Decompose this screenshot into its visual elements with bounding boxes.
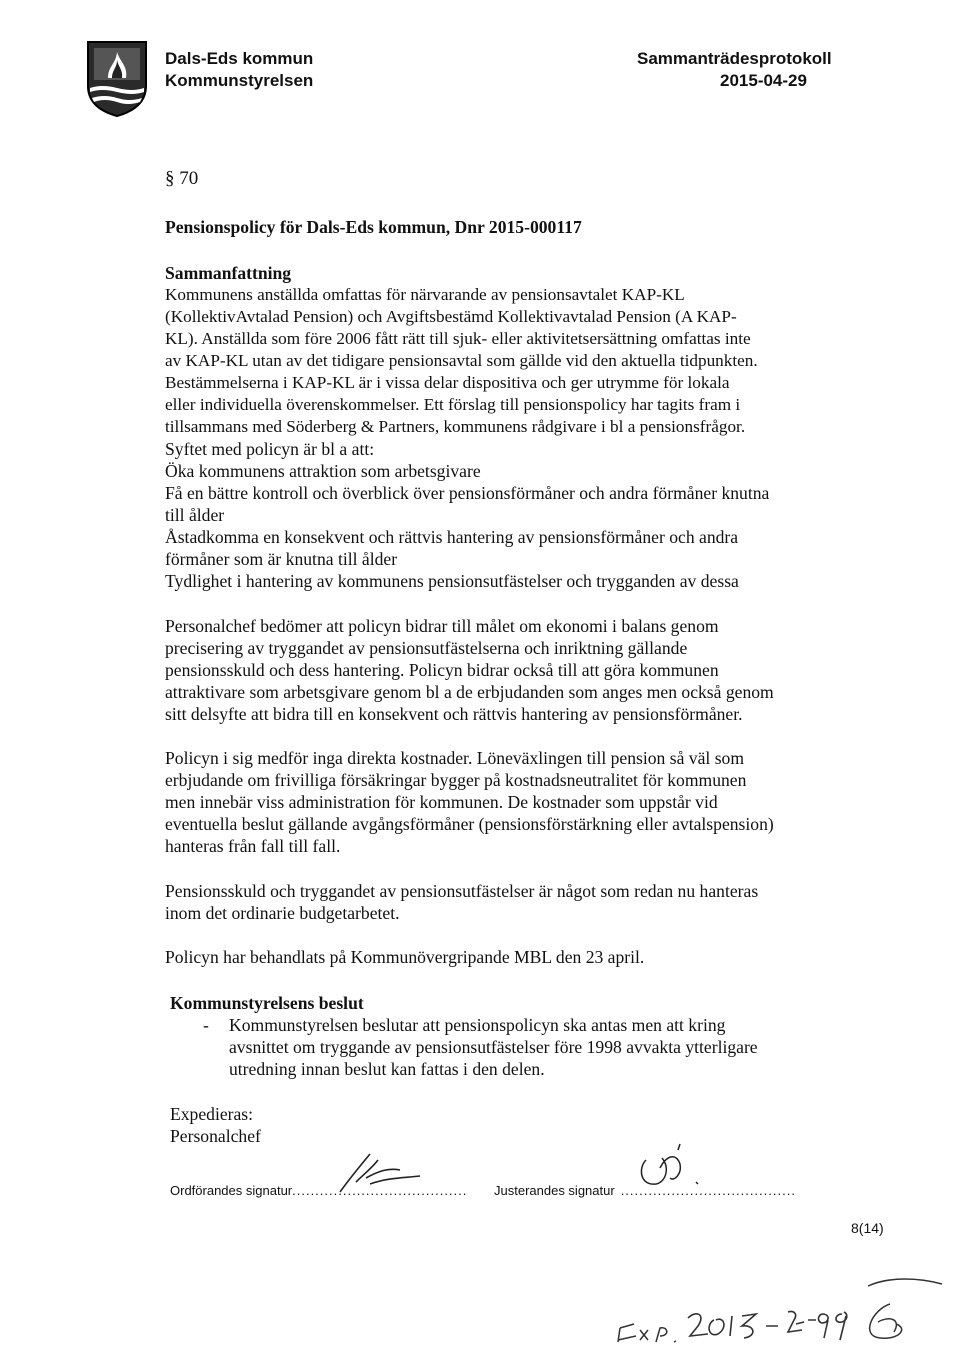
- chair-signature-label: Ordförandes signatur: [170, 1183, 293, 1198]
- purpose-line: Tydlighet i hantering av kommunens pensionsutfästelser och trygganden av dessa: [165, 571, 739, 591]
- dispatch-label: Expedieras:: [170, 1104, 254, 1124]
- purpose-line: Åstadkomma en konsekvent och rättvis hantering av pensionsförmåner och andra: [165, 527, 739, 547]
- summary-line: Bestämmelserna i KAP-KL är i vissa delar dispositiva och ger utrymme för lokala: [165, 373, 730, 392]
- purpose-line: till ålder: [165, 505, 225, 525]
- summary-line: eller individuella överenskommelser. Ett förslag till pensionspolicy har tagits fram i: [165, 395, 741, 414]
- decision-bullet: -: [203, 1015, 209, 1035]
- adjuster-signature-label: Justerandes signatur: [494, 1183, 615, 1198]
- chair-signature-line: ......................................: [292, 1183, 468, 1198]
- summary-line: Kommunens anställda omfattas för närvarande av pensionsavtalet KAP-KL: [165, 285, 685, 304]
- purpose-line: Syftet med policyn är bl a att:: [165, 439, 375, 459]
- section-title: Pensionspolicy för Dals-Eds kommun, Dnr 2015-000117: [165, 217, 582, 237]
- decision-text: [229, 1014, 758, 1080]
- paragraph-costs: [165, 747, 774, 857]
- decision-heading: Kommunstyrelsens beslut: [170, 993, 364, 1013]
- organization-name: Dals-Eds kommun: [165, 49, 314, 68]
- document-type: Sammanträdesprotokoll: [637, 49, 832, 68]
- paragraph-line: Pensionsskuld och tryggandet av pensionsutfästelser är något som redan nu hanteras: [165, 881, 759, 901]
- municipality-coat-of-arms-logo: [86, 40, 148, 118]
- section-number: § 70: [165, 168, 199, 189]
- paragraph-line: hanteras från fall till fall.: [165, 836, 341, 856]
- purpose-line: Få en bättre kontroll och överblick över pensionsförmåner och andra förmåner knutna: [165, 483, 770, 503]
- purpose-list: [165, 438, 769, 592]
- paragraph-pension-debt: [165, 880, 758, 924]
- summary-line: (KollektivAvtalad Pension) och Avgiftsbestämd Kollektivavtalad Pension (A KAP-: [165, 307, 737, 326]
- paragraph-line: sitt delsyfte att bidra till en konsekvent och rättvis hantering av pensionsförmåner.: [165, 704, 743, 724]
- purpose-line: förmåner som är knutna till ålder: [165, 549, 398, 569]
- paragraph-line: pensionsskuld och dess hantering. Policyn bidrar också till att göra kommunen: [165, 660, 719, 680]
- paragraph-line: Policyn i sig medför inga direkta kostnader. Löneväxlingen till pension så väl som: [165, 748, 745, 768]
- decision-line: Kommunstyrelsen beslutar att pensionspolicyn ska antas men att kring: [229, 1015, 726, 1035]
- meeting-date: 2015-04-29: [720, 71, 807, 90]
- paragraph-line: men innebär viss administration för kommunen. De kostnader som uppstår vid: [165, 792, 718, 812]
- paragraph-line: erbjudande om frivilliga försäkringar bygger på kostnadsneutralitet för kommunen: [165, 770, 747, 790]
- paragraph-line: attraktivare som arbetsgivare genom bl a de erbjudanden som anges men också genom: [165, 682, 774, 702]
- paragraph-line: precisering av tryggandet av pensionsutfästelserna och inriktning gällande: [165, 638, 688, 658]
- handwritten-dispatch-note: [590, 1270, 960, 1359]
- purpose-line: Öka kommunens attraktion som arbetsgivare: [165, 461, 481, 481]
- paragraph-assessment: [165, 615, 774, 725]
- paragraph-line: inom det ordinarie budgetarbetet.: [165, 903, 400, 923]
- paragraph-mbl: [165, 946, 644, 968]
- decision-line: avsnittet om tryggande av pensionsutfästelser före 1998 avvakta ytterligare: [229, 1037, 758, 1057]
- summary-body: [165, 284, 758, 438]
- paragraph-line: eventuella beslut gällande avgångsförmåner (pensionsförstärkning eller avtalspension): [165, 814, 774, 834]
- adjuster-signature-line: ......................................: [620, 1183, 796, 1198]
- adjuster-handwritten-initials: [630, 1138, 710, 1198]
- paragraph-line: Personalchef bedömer att policyn bidrar till målet om ekonomi i balans genom: [165, 616, 719, 636]
- summary-line: tillsammans med Söderberg & Partners, kommunens rådgivare i bl a pensionsfrågor.: [165, 417, 746, 436]
- chair-handwritten-signature: [330, 1148, 430, 1203]
- dispatch-recipient: Personalchef: [170, 1126, 261, 1146]
- page-number: 8(14): [851, 1220, 884, 1236]
- committee-name: Kommunstyrelsen: [165, 71, 314, 90]
- summary-line: KL). Anställda som före 2006 fått rätt till sjuk- eller aktivitetsersättning omfattas inte: [165, 329, 751, 348]
- summary-heading: Sammanfattning: [165, 263, 292, 283]
- decision-line: utredning innan beslut kan fattas i den delen.: [229, 1059, 545, 1079]
- summary-line: av KAP-KL utan av det tidigare pensionsavtal som gällde vid den aktuella tidpunkten.: [165, 351, 758, 370]
- paragraph-line: Policyn har behandlats på Kommunövergripande MBL den 23 april.: [165, 947, 645, 967]
